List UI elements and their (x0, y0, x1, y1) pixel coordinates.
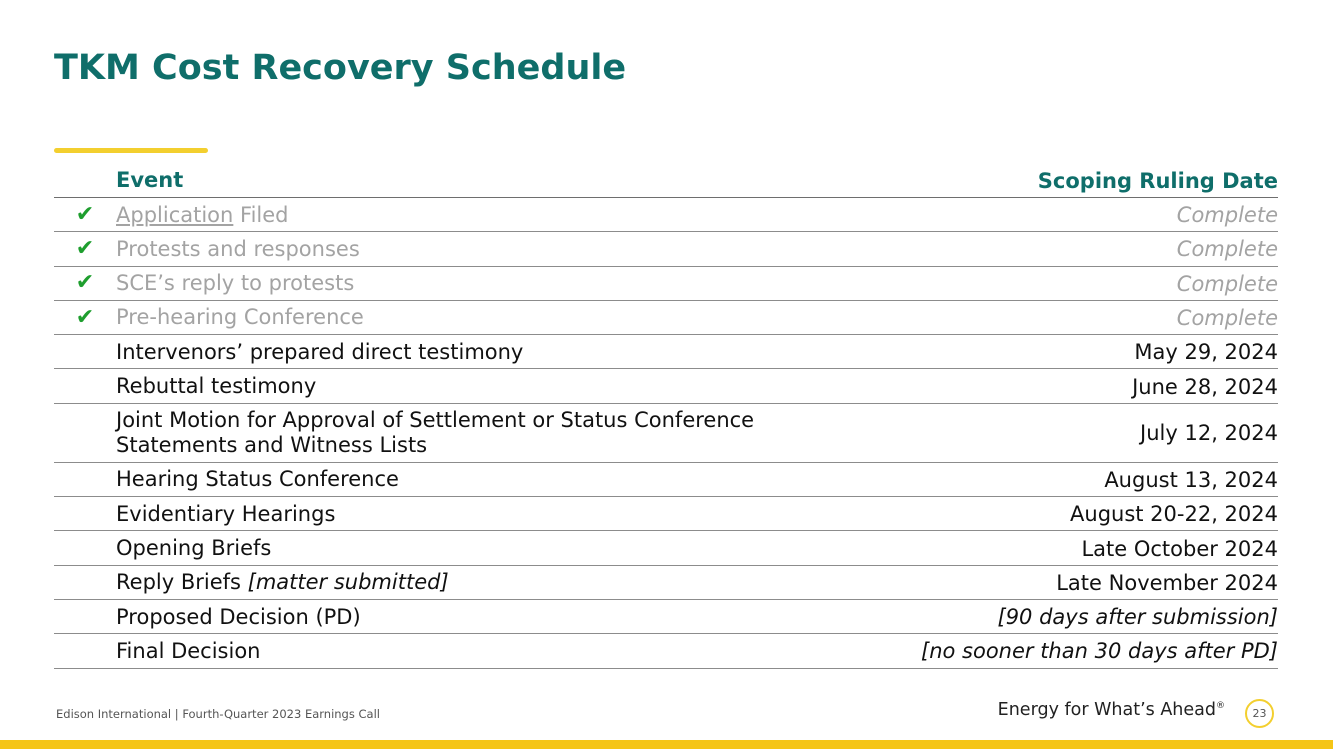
event-cell: Hearing Status Conference (116, 467, 399, 492)
event-cell (116, 202, 1177, 228)
date-cell: May 29, 2024 (1134, 340, 1278, 365)
brand-tagline (998, 700, 1225, 720)
table-row (54, 463, 1278, 497)
table-header-row (54, 164, 1278, 198)
date-cell: [90 days after submission] (997, 605, 1278, 630)
event-cell: Proposed Decision (PD) (116, 604, 361, 629)
table-row (54, 267, 1278, 301)
table-row (54, 369, 1278, 403)
registered-mark: ® (1216, 701, 1225, 712)
checkmark-icon: ✔ (75, 270, 95, 296)
tagline-text: Energy for What’s Ahead (997, 700, 1216, 720)
date-cell: Late November 2024 (1056, 570, 1278, 595)
date-cell: Complete (1176, 271, 1278, 296)
date-cell: Late October 2024 (1081, 536, 1278, 561)
event-cell: Intervenors’ prepared direct testimony (116, 339, 524, 364)
date-column-header: Scoping Ruling Date (1037, 169, 1278, 193)
event-cell: SCE’s reply to protests (116, 271, 355, 296)
date-cell: [no sooner than 30 days after PD] (921, 639, 1278, 664)
event-cell: Evidentiary Hearings (116, 501, 336, 526)
page-title: TKM Cost Recovery Schedule (54, 48, 627, 88)
application-link[interactable]: Application (116, 202, 234, 227)
event-text: Filed (233, 202, 289, 227)
table-row (54, 566, 1278, 600)
schedule-table (54, 164, 1278, 669)
table-row (54, 335, 1278, 369)
event-text-line1: Joint Motion for Approval of Settlement or Status Conference (116, 408, 755, 433)
date-cell: Complete (1176, 306, 1278, 331)
page-number: 23 (1245, 699, 1274, 728)
event-cell: Rebuttal testimony (116, 374, 317, 399)
event-cell: Opening Briefs (116, 535, 272, 560)
date-cell: July 12, 2024 (1140, 421, 1278, 446)
checkmark-icon: ✔ (75, 235, 95, 261)
event-note: [matter submitted] (247, 570, 449, 595)
table-row (54, 531, 1278, 565)
event-cell: Pre-hearing Conference (116, 305, 364, 330)
table-row (54, 232, 1278, 266)
title-accent-bar (54, 148, 208, 153)
bottom-accent-band (0, 740, 1333, 749)
table-row (54, 404, 1278, 463)
event-cell (116, 407, 1140, 458)
footer-caption: Edison International | Fourth-Quarter 2023 Earnings Call (56, 707, 380, 721)
date-cell: August 13, 2024 (1104, 467, 1278, 492)
event-column-header: Event (116, 168, 184, 193)
date-cell: Complete (1176, 203, 1278, 228)
date-cell: June 28, 2024 (1132, 374, 1278, 399)
date-cell: August 20-22, 2024 (1070, 502, 1278, 527)
table-row (54, 301, 1278, 335)
table-row (54, 497, 1278, 531)
checkmark-icon: ✔ (75, 304, 95, 330)
event-text: Reply Briefs (116, 570, 248, 595)
event-cell: Final Decision (116, 638, 261, 663)
table-row (54, 198, 1278, 232)
date-cell: Complete (1176, 237, 1278, 262)
checkmark-icon: ✔ (75, 201, 95, 227)
event-cell (116, 569, 1056, 595)
table-row (54, 634, 1278, 668)
event-cell: Protests and responses (116, 236, 360, 261)
table-row (54, 600, 1278, 634)
event-text-line2: Statements and Witness Lists (116, 433, 428, 458)
